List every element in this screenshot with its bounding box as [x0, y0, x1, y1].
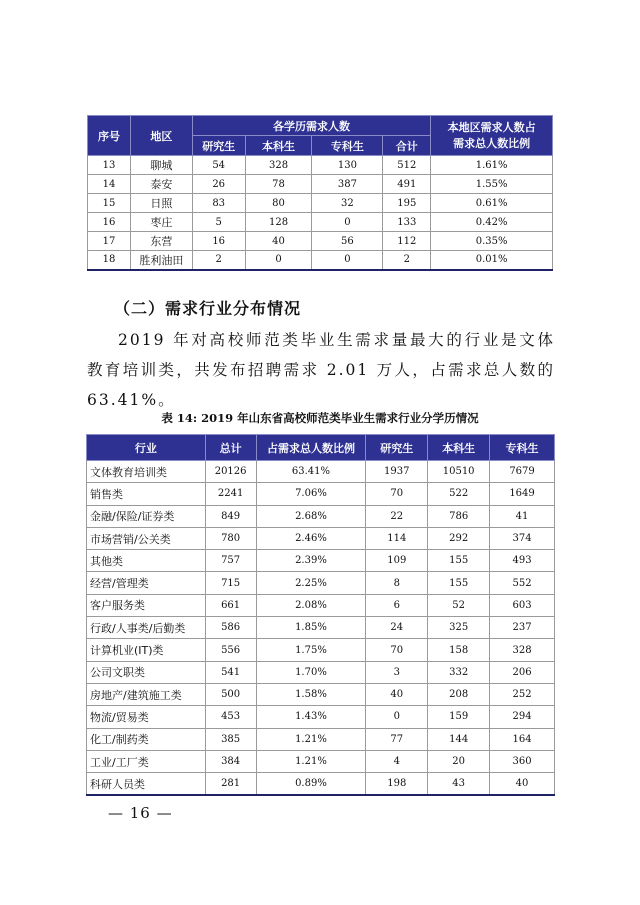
industry-cell: 化工/制药类	[87, 728, 206, 750]
graduate-cell: 70	[366, 483, 428, 505]
seq-cell: 13	[88, 156, 131, 175]
graduate-cell: 5	[192, 213, 245, 232]
junior-college-cell: 1649	[490, 483, 555, 505]
undergraduate-cell: 155	[428, 550, 490, 572]
graduate-cell: 22	[366, 505, 428, 527]
header-undergraduate: 本科生	[245, 136, 312, 156]
industry-cell: 客户服务类	[87, 594, 206, 616]
seq-cell: 14	[88, 175, 131, 194]
ratio-cell: 1.61%	[431, 156, 553, 175]
ratio-cell: 0.35%	[431, 232, 553, 251]
total-cell: 385	[205, 728, 256, 750]
ratio-cell: 2.39%	[256, 550, 366, 572]
region-demand-table	[87, 115, 553, 271]
junior-college-cell: 552	[490, 572, 555, 594]
total-cell: 715	[205, 572, 256, 594]
undergraduate-cell: 292	[428, 527, 490, 549]
total-cell: 780	[205, 527, 256, 549]
ratio-cell: 2.08%	[256, 594, 366, 616]
undergraduate-cell: 159	[428, 706, 490, 728]
graduate-cell: 0	[366, 706, 428, 728]
table-row	[87, 683, 555, 705]
undergraduate-cell: 328	[245, 156, 312, 175]
total-cell: 541	[205, 661, 256, 683]
total-cell: 556	[205, 639, 256, 661]
ratio-cell: 1.43%	[256, 706, 366, 728]
seq-cell: 17	[88, 232, 131, 251]
graduate-cell: 114	[366, 527, 428, 549]
ratio-cell: 1.21%	[256, 750, 366, 772]
ratio-cell: 1.58%	[256, 683, 366, 705]
junior-college-cell: 164	[490, 728, 555, 750]
table-row	[87, 617, 555, 639]
total-cell: 2	[383, 251, 431, 270]
junior-college-cell: 56	[312, 232, 383, 251]
table-row	[88, 175, 553, 194]
junior-college-cell: 252	[490, 683, 555, 705]
graduate-cell: 8	[366, 572, 428, 594]
header-total: 总计	[205, 435, 256, 461]
ratio-cell: 0.89%	[256, 773, 366, 795]
seq-cell: 18	[88, 251, 131, 270]
header-junior-college: 专科生	[312, 136, 383, 156]
table-row	[87, 773, 555, 795]
header-industry: 行业	[87, 435, 206, 461]
body-paragraph: 2019 年对高校师范类毕业生需求量最大的行业是文体教育培训类，共发布招聘需求 2.01 万人，占需求总人数的 63.41%。	[87, 331, 555, 409]
header-undergraduate: 本科生	[428, 435, 490, 461]
industry-cell: 行政/人事类/后勤类	[87, 617, 206, 639]
table-row	[87, 527, 555, 549]
table-row	[88, 156, 553, 175]
total-cell: 661	[205, 594, 256, 616]
junior-college-cell: 328	[490, 639, 555, 661]
undergraduate-cell: 208	[428, 683, 490, 705]
industry-cell: 房地产/建筑施工类	[87, 683, 206, 705]
undergraduate-cell: 80	[245, 194, 312, 213]
industry-cell: 科研人员类	[87, 773, 206, 795]
ratio-cell: 2.25%	[256, 572, 366, 594]
graduate-cell: 109	[366, 550, 428, 572]
table-row	[87, 639, 555, 661]
table-row	[87, 594, 555, 616]
total-cell: 453	[205, 706, 256, 728]
junior-college-cell: 387	[312, 175, 383, 194]
undergraduate-cell: 332	[428, 661, 490, 683]
header-graduate: 研究生	[366, 435, 428, 461]
industry-cell: 物流/贸易类	[87, 706, 206, 728]
region-cell: 聊城	[130, 156, 192, 175]
industry-cell: 工业/工厂类	[87, 750, 206, 772]
junior-college-cell: 32	[312, 194, 383, 213]
table-row	[87, 572, 555, 594]
ratio-cell: 2.46%	[256, 527, 366, 549]
graduate-cell: 40	[366, 683, 428, 705]
graduate-cell: 6	[366, 594, 428, 616]
header-ratio: 占需求总人数比例	[256, 435, 366, 461]
undergraduate-cell: 20	[428, 750, 490, 772]
undergraduate-cell: 325	[428, 617, 490, 639]
table-row	[87, 550, 555, 572]
header-graduate: 研究生	[192, 136, 245, 156]
junior-college-cell: 294	[490, 706, 555, 728]
total-cell: 757	[205, 550, 256, 572]
total-cell: 384	[205, 750, 256, 772]
junior-college-cell: 0	[312, 251, 383, 270]
junior-college-cell: 374	[490, 527, 555, 549]
junior-college-cell: 7679	[490, 461, 555, 483]
ratio-cell: 1.75%	[256, 639, 366, 661]
ratio-cell: 1.70%	[256, 661, 366, 683]
undergraduate-cell: 128	[245, 213, 312, 232]
graduate-cell: 2	[192, 251, 245, 270]
ratio-cell: 63.41%	[256, 461, 366, 483]
region-cell: 日照	[130, 194, 192, 213]
total-cell: 195	[383, 194, 431, 213]
total-cell: 849	[205, 505, 256, 527]
table-row	[88, 194, 553, 213]
undergraduate-cell: 155	[428, 572, 490, 594]
graduate-cell: 26	[192, 175, 245, 194]
total-cell: 491	[383, 175, 431, 194]
graduate-cell: 83	[192, 194, 245, 213]
industry-cell: 计算机业(IT)类	[87, 639, 206, 661]
table-row	[88, 232, 553, 251]
header-total: 合计	[383, 136, 431, 156]
header-region: 地区	[130, 116, 192, 156]
graduate-cell: 3	[366, 661, 428, 683]
industry-cell: 经营/管理类	[87, 572, 206, 594]
undergraduate-cell: 0	[245, 251, 312, 270]
table-row	[87, 706, 555, 728]
header-degree-group: 各学历需求人数	[192, 116, 430, 136]
seq-cell: 16	[88, 213, 131, 232]
undergraduate-cell: 786	[428, 505, 490, 527]
industry-cell: 其他类	[87, 550, 206, 572]
industry-cell: 销售类	[87, 483, 206, 505]
junior-college-cell: 41	[490, 505, 555, 527]
industry-demand-table	[86, 434, 555, 796]
junior-college-cell: 0	[312, 213, 383, 232]
total-cell: 512	[383, 156, 431, 175]
region-cell: 东营	[130, 232, 192, 251]
total-cell: 500	[205, 683, 256, 705]
table-row	[87, 483, 555, 505]
table-row	[87, 505, 555, 527]
ratio-cell: 1.55%	[431, 175, 553, 194]
ratio-cell: 1.85%	[256, 617, 366, 639]
undergraduate-cell: 78	[245, 175, 312, 194]
region-cell: 泰安	[130, 175, 192, 194]
total-cell: 112	[383, 232, 431, 251]
undergraduate-cell: 43	[428, 773, 490, 795]
junior-college-cell: 206	[490, 661, 555, 683]
table-row	[87, 461, 555, 483]
junior-college-cell: 360	[490, 750, 555, 772]
ratio-cell: 0.42%	[431, 213, 553, 232]
ratio-cell: 7.06%	[256, 483, 366, 505]
junior-college-cell: 603	[490, 594, 555, 616]
graduate-cell: 54	[192, 156, 245, 175]
junior-college-cell: 130	[312, 156, 383, 175]
graduate-cell: 70	[366, 639, 428, 661]
graduate-cell: 4	[366, 750, 428, 772]
seq-cell: 15	[88, 194, 131, 213]
total-cell: 281	[205, 773, 256, 795]
region-cell: 枣庄	[130, 213, 192, 232]
table-row	[87, 661, 555, 683]
undergraduate-cell: 10510	[428, 461, 490, 483]
industry-cell: 金融/保险/证券类	[87, 505, 206, 527]
table-row	[88, 251, 553, 270]
graduate-cell: 24	[366, 617, 428, 639]
region-cell: 胜利油田	[130, 251, 192, 270]
ratio-cell: 1.21%	[256, 728, 366, 750]
table-row	[87, 750, 555, 772]
undergraduate-cell: 40	[245, 232, 312, 251]
total-cell: 20126	[205, 461, 256, 483]
undergraduate-cell: 144	[428, 728, 490, 750]
graduate-cell: 77	[366, 728, 428, 750]
undergraduate-cell: 52	[428, 594, 490, 616]
total-cell: 586	[205, 617, 256, 639]
junior-college-cell: 40	[490, 773, 555, 795]
graduate-cell: 1937	[366, 461, 428, 483]
table-row	[88, 213, 553, 232]
total-cell: 133	[383, 213, 431, 232]
total-cell: 2241	[205, 483, 256, 505]
junior-college-cell: 237	[490, 617, 555, 639]
ratio-cell: 0.61%	[431, 194, 553, 213]
header-ratio: 本地区需求人数占需求总人数比例	[431, 116, 553, 156]
industry-cell: 文体教育培训类	[87, 461, 206, 483]
ratio-cell: 0.01%	[431, 251, 553, 270]
page-number: — 16 —	[108, 804, 173, 822]
undergraduate-cell: 522	[428, 483, 490, 505]
ratio-cell: 2.68%	[256, 505, 366, 527]
undergraduate-cell: 158	[428, 639, 490, 661]
industry-cell: 市场营销/公关类	[87, 527, 206, 549]
section-heading: （二）需求行业分布情况	[114, 299, 302, 318]
table-row	[87, 728, 555, 750]
header-junior-college: 专科生	[490, 435, 555, 461]
junior-college-cell: 493	[490, 550, 555, 572]
header-seq: 序号	[88, 116, 131, 156]
industry-cell: 公司文职类	[87, 661, 206, 683]
graduate-cell: 198	[366, 773, 428, 795]
graduate-cell: 16	[192, 232, 245, 251]
table-caption: 表 14: 2019 年山东省高校师范类毕业生需求行业分学历情况	[161, 411, 479, 425]
